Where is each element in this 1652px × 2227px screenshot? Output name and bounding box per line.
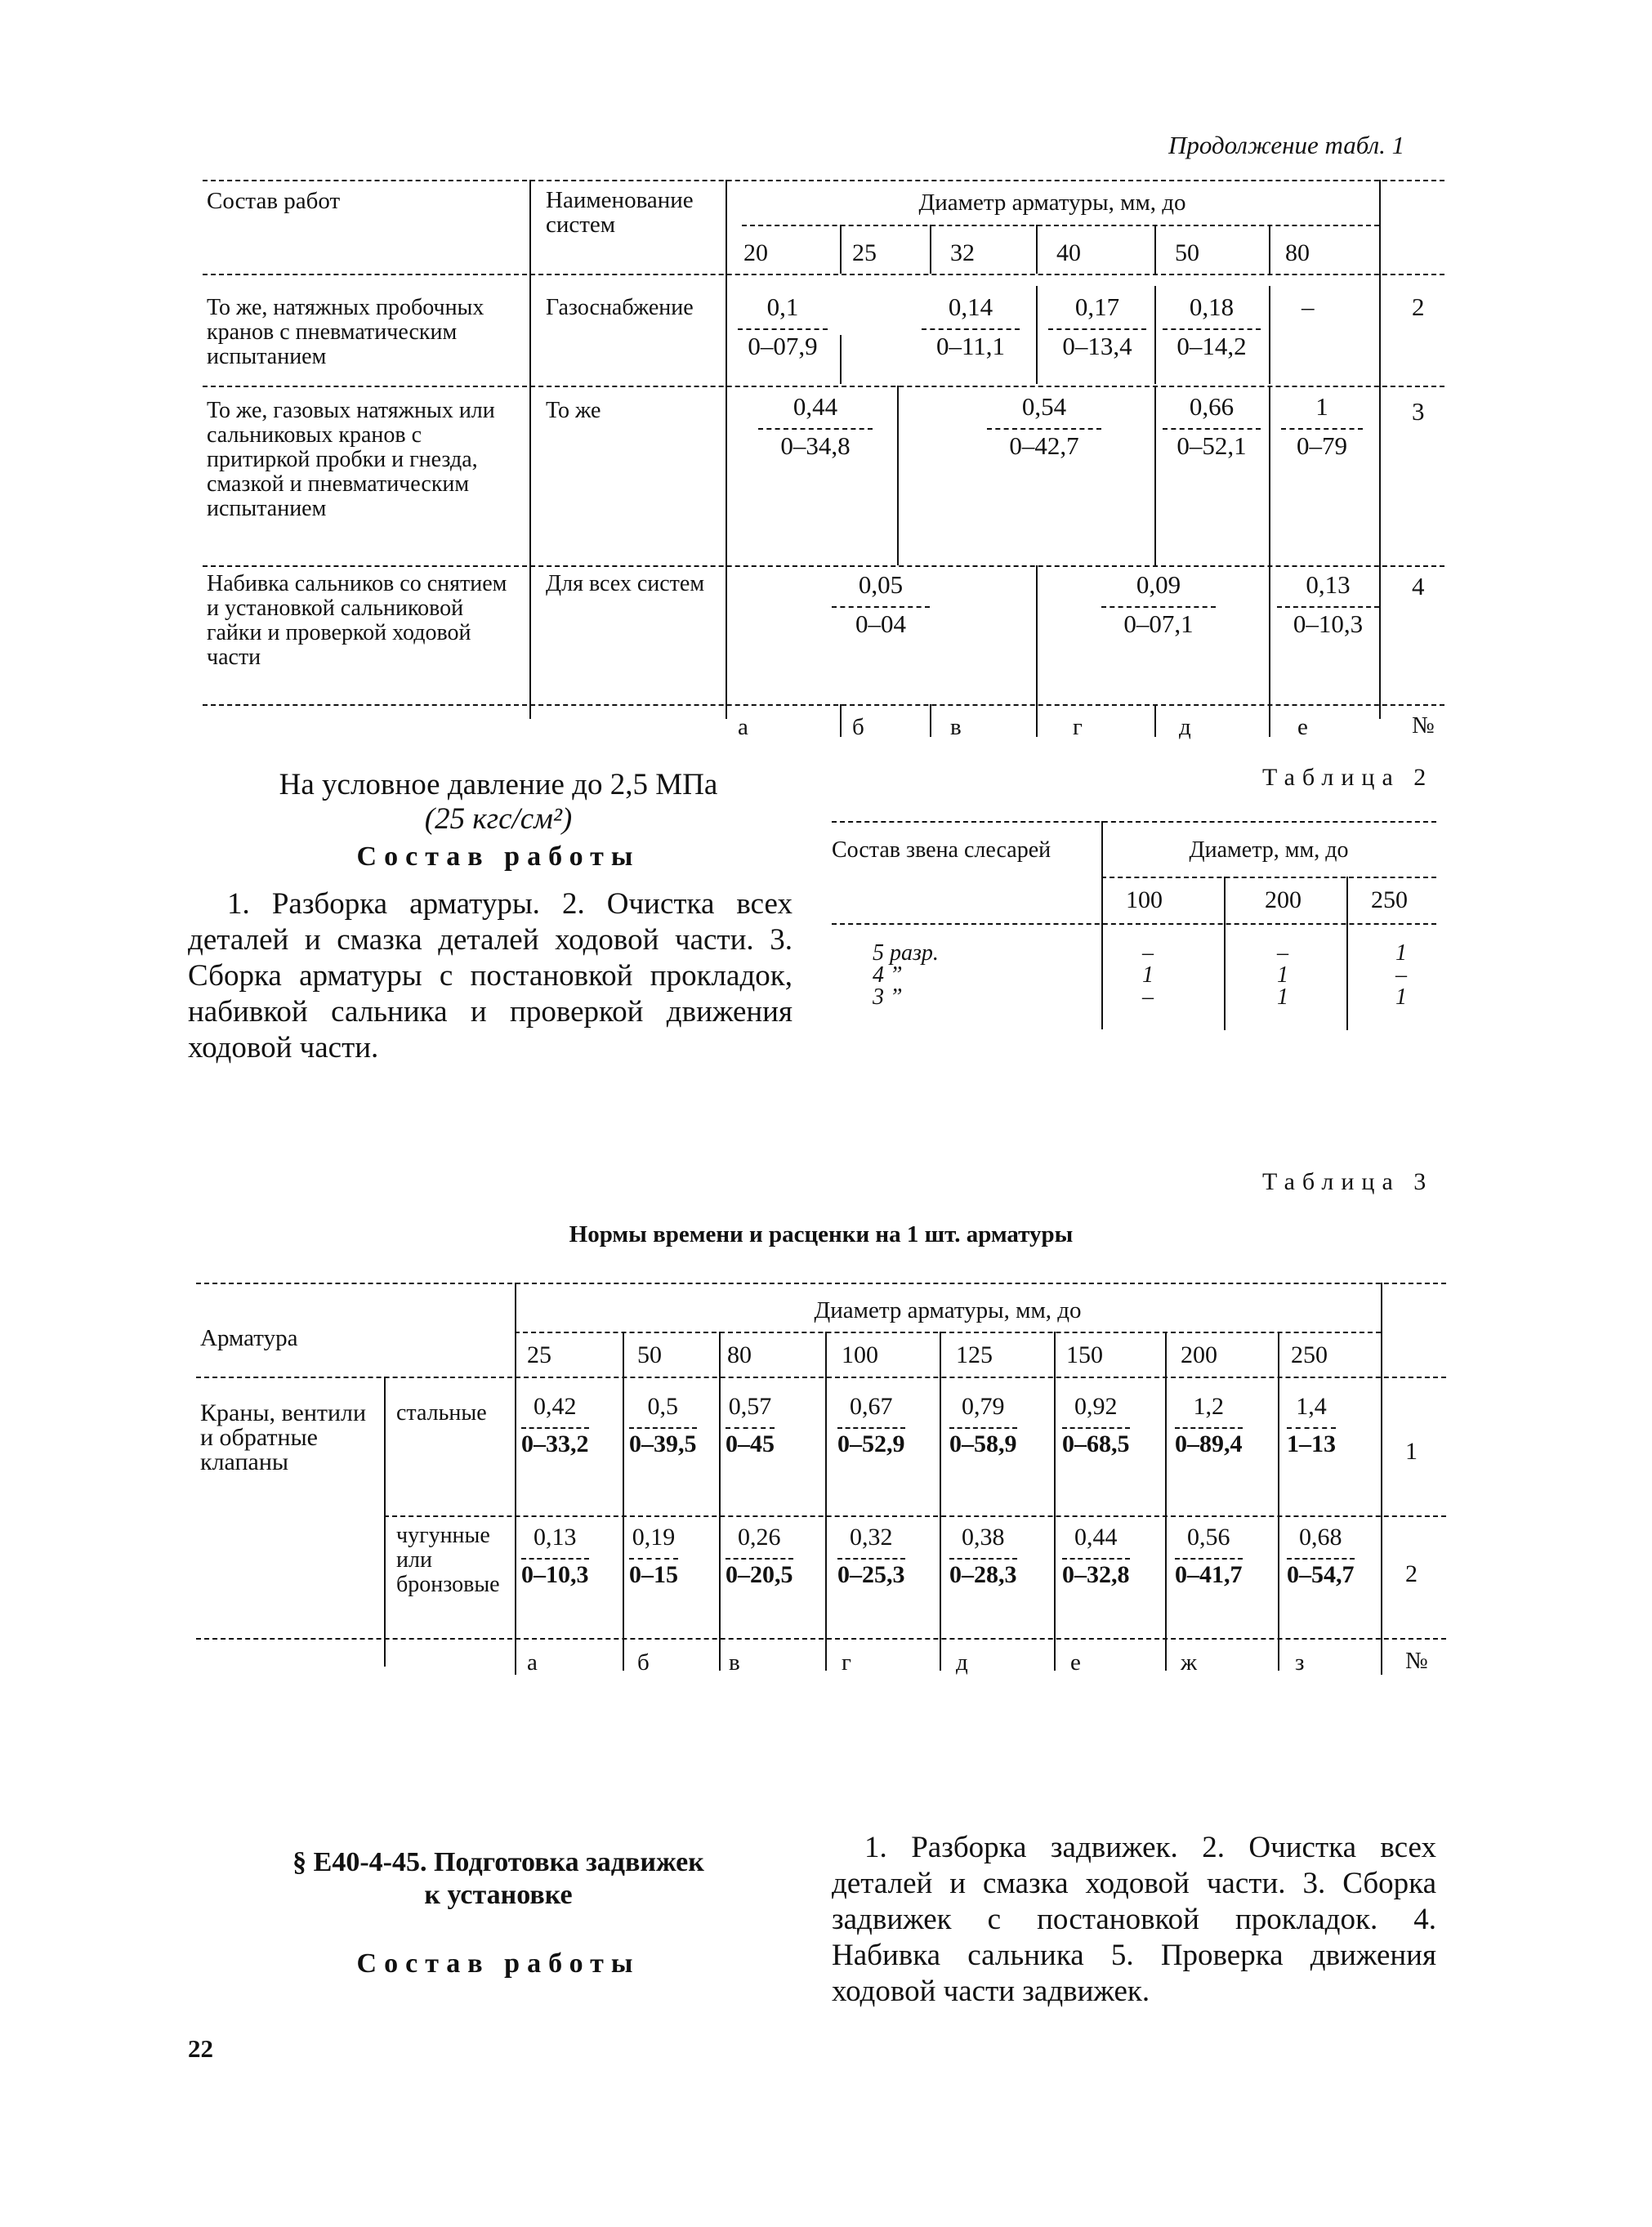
t2-val: – — [1277, 940, 1288, 966]
t3-diam-row — [515, 1332, 1381, 1377]
diam-row — [726, 225, 1379, 274]
t1-r4-c1: $\frac{0,05}{0-04}$ — [832, 570, 930, 639]
t3-r1-c2: $\frac{0,5}{0-39,5}$ — [629, 1393, 697, 1457]
t3-row1 — [515, 1377, 1381, 1515]
t2-diam-250: 250 — [1371, 886, 1408, 913]
t3-r2-c6: $\frac{0,44}{0-32,8}$ — [1062, 1524, 1130, 1588]
t1-r4-c2: $\frac{0,09}{0-07,1}$ — [1101, 570, 1216, 639]
t1-r4-c3: $\frac{0,13}{0-10,3}$ — [1277, 570, 1379, 639]
t1-r2-c2: $\frac{0,14}{0-11,1}$ — [922, 292, 1020, 361]
t3-row2-material: чугунные или бронзовые — [396, 1523, 500, 1597]
t1-r2-c1: $\frac{0,1}{0-07,9}$ — [738, 292, 828, 361]
t1-row4-work: Набивка сальников со снятием и установкой сальниковой гайки и проверкой ходовой части — [207, 571, 507, 670]
t3-r2-c1: $\frac{0,13}{0-10,3}$ — [521, 1524, 589, 1588]
section-e40-heading: Состав работы — [356, 1948, 641, 1979]
t1-letter-d: д — [1179, 714, 1191, 740]
t2-val: 1 — [1277, 984, 1288, 1010]
t2-grade-3: 3 ” — [873, 984, 903, 1010]
t1-row2-work: То же, натяжных пробочных кранов с пневматическим испытанием — [207, 295, 484, 369]
t3-letter: з — [1295, 1649, 1305, 1676]
t3-diam: 50 — [637, 1341, 662, 1368]
t3-r1-c8: $\frac{1,4}{1-13}$ — [1287, 1393, 1336, 1457]
t2-col-250 — [1395, 942, 1407, 1008]
t1-r2-no: 2 — [1412, 292, 1425, 321]
t1-r2-c5: – — [1302, 292, 1315, 321]
t3-r2-c2: $\frac{0,19}{0-15}$ — [629, 1524, 678, 1588]
t3-diam: 25 — [527, 1341, 551, 1368]
t3-r1-c1: $\frac{0,42}{0-33,2}$ — [521, 1393, 589, 1457]
diam-20: 20 — [743, 239, 768, 266]
t3-letter: г — [842, 1649, 851, 1676]
t1-row3-system: То же — [546, 398, 601, 423]
t2-grades — [873, 942, 939, 1008]
t1-letter-v: в — [950, 714, 962, 740]
t3-r2-no: 2 — [1405, 1560, 1418, 1587]
t1-letter-g: г — [1073, 714, 1083, 740]
t1-row3-work: То же, газовых натяжных или сальниковых кранов с притиркой пробки и гнезда, смазкой и пневматическим испытанием — [207, 398, 495, 521]
t3-no-sign: № — [1405, 1648, 1428, 1674]
t3-r1-c5: $\frac{0,79}{0-58,9}$ — [949, 1393, 1017, 1457]
diam-50: 50 — [1175, 239, 1199, 266]
t3-r2-c5: $\frac{0,38}{0-28,3}$ — [949, 1524, 1017, 1588]
t3-diam: 250 — [1291, 1341, 1328, 1368]
continuation-label: Продолжение табл. 1 — [1168, 131, 1405, 159]
t2-col-diam: Диаметр, мм, до — [1189, 837, 1349, 863]
t3-letter: е — [1070, 1649, 1081, 1676]
t1-letter-row — [726, 704, 1444, 745]
t1-r3-no: 3 — [1412, 397, 1425, 426]
section-e40-text: 1. Разборка задвижек. 2. Очистка всех деталей и смазка ходовой части. 3. Сборка задвижек с постановкой прокладок. 4. Набивка сальника 5. Проверка движения ходовой части задвижек. — [832, 1831, 1436, 2008]
t3-group: Краны, вентили и обратные клапаны — [200, 1399, 367, 1475]
t1-r2-c4: $\frac{0,18}{0-14,2}$ — [1163, 292, 1261, 361]
t3-row1-material: стальные — [396, 1400, 487, 1426]
t2-grade-5: 5 разр. — [873, 940, 939, 966]
pressure-title-line2: (25 кгс/см²) — [424, 802, 573, 836]
t2-val: 1 — [1395, 940, 1407, 966]
t3-r1-no: 1 — [1405, 1438, 1418, 1465]
diam-32: 32 — [950, 239, 975, 266]
col-diam-header: Диаметр арматуры, мм, до — [918, 190, 1186, 216]
col-work-header: Состав работ — [207, 188, 341, 214]
t2-grade-4: 4 ” — [873, 962, 903, 988]
diam-80: 80 — [1285, 239, 1310, 266]
table-3-label: Таблица 3 — [1262, 1168, 1434, 1195]
t1-r3-c2: $\frac{0,54}{0-42,7}$ — [987, 392, 1101, 461]
t1-r3-c4: $\frac{1}{0-79}$ — [1281, 392, 1363, 461]
t1-row2-system: Газоснабжение — [546, 295, 694, 320]
t3-r2-c8: $\frac{0,68}{0-54,7}$ — [1287, 1524, 1355, 1588]
pressure-heading: Состав работы — [356, 841, 641, 872]
section-e40-title-line2: к установке — [424, 1880, 573, 1910]
t1-letter-a: а — [738, 714, 748, 740]
t3-diam: 80 — [727, 1341, 752, 1368]
t3-letter: в — [729, 1649, 740, 1676]
table-3-title: Нормы времени и расценки на 1 шт. арматуры — [569, 1221, 1074, 1247]
t1-r2-c3: $\frac{0,17}{0-13,4}$ — [1048, 292, 1146, 361]
t1-letter-e: е — [1297, 714, 1308, 740]
t3-diam: 125 — [956, 1341, 993, 1368]
t1-r3-c1: $\frac{0,44}{0-34,8}$ — [758, 392, 873, 461]
table-3 — [196, 1283, 1446, 1691]
t3-r1-c7: $\frac{1,2}{0-89,4}$ — [1175, 1393, 1243, 1457]
t1-r3-c3: $\frac{0,66}{0-52,1}$ — [1163, 392, 1261, 461]
t3-r2-c4: $\frac{0,32}{0-25,3}$ — [837, 1524, 905, 1588]
diam-40: 40 — [1056, 239, 1081, 266]
t2-col-team: Состав звена слесарей — [832, 837, 1051, 863]
t3-letter: а — [527, 1649, 538, 1676]
t3-col-fitting: Арматура — [200, 1325, 298, 1351]
t1-no-sign: № — [1412, 712, 1435, 739]
t2-col-100 — [1142, 942, 1154, 1008]
col-system-header: Наименование систем — [546, 187, 694, 238]
diam-25: 25 — [852, 239, 877, 266]
t3-r1-c3: $\frac{0,57}{0-45}$ — [726, 1393, 775, 1457]
t3-letter: ж — [1181, 1649, 1198, 1676]
t3-diam: 150 — [1066, 1341, 1103, 1368]
table-2-label: Таблица 2 — [1262, 764, 1434, 791]
t1-r4-no: 4 — [1412, 572, 1425, 600]
t3-diam: 100 — [842, 1341, 878, 1368]
t3-col-diam: Диаметр арматуры, мм, до — [814, 1297, 1082, 1323]
t2-val: 1 — [1395, 984, 1407, 1010]
t3-letter: д — [956, 1649, 968, 1676]
t3-r1-c6: $\frac{0,92}{0-68,5}$ — [1062, 1393, 1130, 1457]
page-number: 22 — [188, 2034, 213, 2063]
t3-r2-c3: $\frac{0,26}{0-20,5}$ — [726, 1524, 793, 1588]
t2-val: 1 — [1277, 962, 1288, 988]
t3-letter: б — [637, 1649, 650, 1676]
table-1 — [203, 172, 1444, 740]
section-e40-title — [204, 1846, 793, 1912]
t2-diam-200: 200 — [1265, 886, 1302, 913]
pressure-title-line1: На условное давление до 2,5 МПа — [279, 768, 718, 801]
t2-val: 1 — [1142, 962, 1154, 988]
t3-diam: 200 — [1181, 1341, 1217, 1368]
t3-r1-c4: $\frac{0,67}{0-52,9}$ — [837, 1393, 905, 1457]
t2-val: – — [1142, 984, 1154, 1010]
pressure-text: 1. Разборка арматуры. 2. Очистка всех деталей и смазка деталей ходовой части. 3. Сборка арматуры с постановкой прокладок, набивкой сальника и проверкой движения ходовой части. — [188, 887, 793, 1064]
t2-val: – — [1142, 940, 1154, 966]
t3-r2-c7: $\frac{0,56}{0-41,7}$ — [1175, 1524, 1243, 1588]
t2-col-200 — [1277, 942, 1288, 1008]
t2-val: – — [1395, 962, 1407, 988]
t3-letter-row — [515, 1638, 1446, 1679]
t1-row4-system: Для всех систем — [546, 571, 705, 596]
t2-diam-100: 100 — [1126, 886, 1163, 913]
pressure-title — [204, 768, 793, 837]
section-e40-title-line1: § Е40-4-45. Подготовка задвижек — [292, 1847, 704, 1877]
t1-letter-b: б — [852, 714, 864, 740]
table-2 — [832, 821, 1436, 1033]
